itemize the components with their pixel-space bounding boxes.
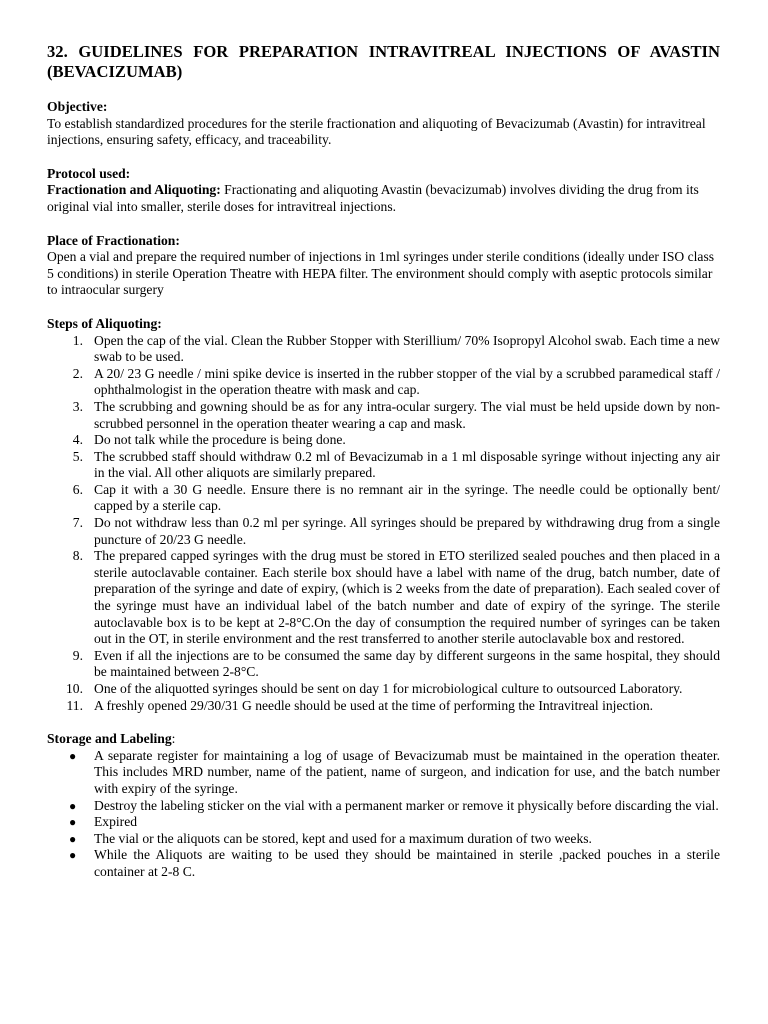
step-number: 4. <box>72 432 83 448</box>
list-item <box>47 333 720 366</box>
objective-heading: Objective: <box>47 99 108 114</box>
list-item <box>47 449 720 482</box>
list-item <box>47 482 720 515</box>
list-item <box>47 847 720 880</box>
step-text: Even if all the injections are to be consumed the same day by different surgeons in the same hospital, they should be maintained between 2-8°C. <box>94 647 720 680</box>
step-text: The scrubbed staff should withdraw 0.2 ml of Bevacizumab in a 1 ml disposable syringe without injecting any air in the vial. All other aliquots are similarly prepared. <box>94 448 720 481</box>
storage-section <box>47 731 720 880</box>
step-number: 8. <box>72 548 83 564</box>
objective-text: To establish standardized procedures for the sterile fractionation and aliquoting of Bevacizumab (Avastin) for intravitreal injections, ensuring safety, efficacy, and traceability. <box>47 115 706 148</box>
storage-item-text: While the Aliquots are waiting to be used they should be maintained in sterile ,packed pouches in a sterile container at 2-8 C. <box>94 847 720 879</box>
storage-item-text: The vial or the aliquots can be stored, kept and used for a maximum duration of two weeks. <box>94 830 592 846</box>
list-item <box>47 648 720 681</box>
list-item <box>47 366 720 399</box>
step-text: One of the aliquotted syringes should be sent on day 1 for microbiological culture to outsourced Laboratory. <box>94 681 683 696</box>
bullet-icon: ● <box>69 815 77 830</box>
steps-list <box>47 333 720 715</box>
storage-list <box>47 748 720 881</box>
step-number: 10. <box>66 681 83 696</box>
step-number: 11. <box>66 697 83 713</box>
step-text: A 20/ 23 G needle / mini spike device is inserted in the rubber stopper of the vial by a scrubbed paramedical staff / ophthalmologist in the operation theatre with mask and cap. <box>94 365 720 398</box>
step-text: The prepared capped syringes with the drug must be stored in ETO sterilized sealed pouches and then placed in a sterile autoclavable container. Each sterile box should have a label with name of the drug, batch number, date of preparation of the syringe and date of expiry, (which is 2 weeks from the date of preparation). Each sealed cover of the syringe must have an individual label of the batch number and date of expiry of the syringe. The sterile autoclavable box is to be kept at 2-8°C.On the day of consumption the required number of syringes can be taken out in the OT, in sterile environment and the rest transferred to another sterile autoclavable box and restored. <box>94 548 720 647</box>
step-text: Do not withdraw less than 0.2 ml per syringe. All syringes should be prepared by withdrawing drug from a single puncture of 20/23 G needle. <box>94 515 720 547</box>
storage-item-text: Destroy the labeling sticker on the vial with a permanent marker or remove it physically before discarding the vial. <box>94 797 719 813</box>
list-item <box>47 399 720 432</box>
step-text: A freshly opened 29/30/31 G needle should be used at the time of performing the Intravitreal injection. <box>94 697 654 713</box>
step-number: 5. <box>72 448 83 464</box>
bullet-icon: ● <box>69 798 77 813</box>
protocol-heading: Protocol used: <box>47 165 131 181</box>
list-item <box>47 515 720 548</box>
place-heading: Place of Fractionation: <box>47 232 180 248</box>
step-number: 7. <box>72 515 83 531</box>
bullet-icon: ● <box>69 748 77 763</box>
list-item <box>47 798 720 815</box>
storage-heading-line <box>47 731 720 748</box>
list-item <box>47 432 720 449</box>
bullet-icon: ● <box>69 831 77 846</box>
bullet-icon: ● <box>69 848 77 863</box>
page-title: 32. GUIDELINES FOR PREPARATION INTRAVITREAL INJECTIONS OF AVASTIN (BEVACIZUMAB) <box>47 42 720 81</box>
steps-heading: Steps of Aliquoting: <box>47 315 162 331</box>
step-number: 6. <box>72 481 83 497</box>
storage-item-text: Expired <box>94 814 138 830</box>
protocol-text: Fractionating and aliquoting Avastin (bevacizumab) involves dividing the drug from its original vial into smaller, sterile doses for intravitreal injections. <box>47 182 699 214</box>
step-number: 1. <box>72 332 83 348</box>
protocol-section <box>47 166 720 216</box>
document-page <box>47 42 720 881</box>
storage-heading: Storage and Labeling <box>47 731 172 747</box>
storage-heading-colon: : <box>171 731 176 747</box>
steps-section <box>47 316 720 714</box>
place-text: Open a vial and prepare the required number of injections in 1ml syringes under sterile conditions (ideally under ISO class 5 conditions) in sterile Operation Theatre with HEPA filter. The environment should comply with aseptic protocols similar to intraocular surgery <box>47 249 715 298</box>
list-item <box>47 548 720 648</box>
list-item <box>47 814 720 831</box>
objective-section <box>47 99 720 149</box>
step-number: 2. <box>72 365 83 381</box>
protocol-paragraph <box>47 182 720 215</box>
step-text: Open the cap of the vial. Clean the Rubber Stopper with Sterillium/ 70% Isopropyl Alcohol swab. Each time a new swab to be used. <box>94 332 720 365</box>
step-text: Cap it with a 30 G needle. Ensure there is no remnant air in the syringe. The needle could be optionally bent/ capped by a sterile cap. <box>94 481 720 514</box>
place-section <box>47 233 720 299</box>
list-item <box>47 831 720 848</box>
list-item <box>47 698 720 715</box>
list-item <box>47 748 720 798</box>
step-text: Do not talk while the procedure is being done. <box>94 432 346 448</box>
step-number: 9. <box>72 647 83 663</box>
step-text: The scrubbing and gowning should be as for any intra-ocular surgery. The vial must be held upside down by non-scrubbed personnel in the operation theater wearing a cap and mask. <box>94 398 720 431</box>
protocol-lead: Fractionation and Aliquoting: <box>47 182 221 198</box>
list-item <box>47 681 720 698</box>
storage-item-text: A separate register for maintaining a log of usage of Bevacizumab must be maintained in the operation theater. This includes MRD number, name of the patient, name of surgeon, and indication for use, and the batch number with expiry of the syringe. <box>94 747 720 796</box>
step-number: 3. <box>72 398 83 414</box>
